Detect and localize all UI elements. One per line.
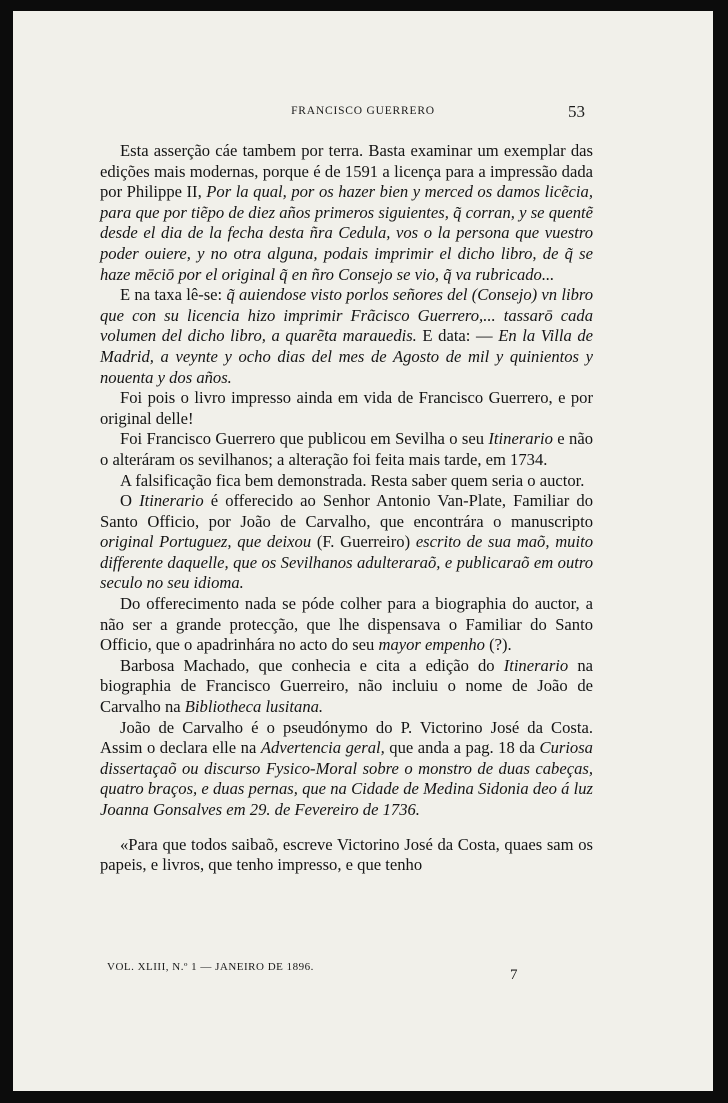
paragraph	[100, 656, 593, 718]
page-header	[13, 102, 713, 125]
text-run: (F. Guerreiro)	[311, 532, 416, 552]
text-run: Barbosa Machado, que conhecia e cita a edição do	[120, 655, 504, 675]
page-number: 53	[568, 102, 585, 121]
text-run: E data: —	[416, 326, 499, 346]
volume-line: VOL. XLIII, N.º 1 — JANEIRO DE 1896.	[107, 961, 314, 973]
italic-run: En la Villa de Madrid, a veynte y ocho dias del mes de Agosto de mil y quinientos y nouenta y dos años.	[100, 326, 593, 387]
text-run: A falsificação fica bem demonstrada. Resta saber quem seria o auctor.	[120, 470, 585, 490]
book-page	[13, 11, 713, 1091]
italic-run: original Portuguez, que deixou	[100, 532, 312, 552]
italic-run: mayor empenho	[378, 635, 485, 655]
italic-run: Itinerario	[503, 655, 569, 675]
text-run: João de Carvalho é o pseudónymo do P. Victorino José da Costa. Assim o declara elle na	[100, 717, 593, 758]
text-run: Foi Francisco Guerrero que publicou em Sevilha o seu	[120, 429, 489, 449]
page-footer	[107, 957, 557, 981]
italic-run: Itinerario	[139, 491, 204, 511]
paragraph	[100, 491, 593, 594]
text-run: é offerecido ao Senhor Antonio Van-Plate, Familiar do Santo Officio, por João de Carvalho, que encontrára o manuscripto	[100, 491, 593, 531]
italic-run: Bibliotheca lusitana.	[184, 697, 324, 717]
italic-run: Advertencia geral,	[260, 738, 385, 758]
text-run: (?).	[484, 635, 512, 655]
italic-run: escrito de sua maõ, muito differente daquelle, que os Sevilhanos adulteraraõ, e publicaraõ em outro seculo no seu idioma.	[100, 532, 593, 593]
italic-run: Por la qual, por os hazer bien y merced os damos licẽcia, para que por tiẽpo de diez años primeros siguientes, q̃ corran, y se quentẽ desde el dia de la fecha desta ñra Cedula, vos o la persona que vuestro poder ouiere, y no otra alguna, podais imprimir el dicho libro, de q̃ se haze mēciō por el original q̃ en ñro Consejo se vio, q̃ va rubricado...	[100, 182, 593, 284]
paragraph	[100, 285, 593, 388]
body-text	[100, 141, 593, 876]
text-run: O	[120, 491, 140, 511]
paragraph	[100, 388, 593, 429]
paragraph	[100, 141, 593, 285]
text-run: Esta asserção cáe tambem por terra. Basta examinar um exemplar das edições mais modernas, porque é de 1591 a licença para a impressão dada por Philippe II,	[100, 141, 593, 202]
text-run: na biographia de Francisco Guerreiro, não incluiu o nome de João de Carvalho na	[100, 655, 593, 717]
italic-run: Itinerario	[488, 429, 553, 449]
running-head: FRANCISCO GUERRERO	[291, 105, 435, 117]
text-run: que anda a pag. 18 da	[384, 738, 540, 758]
signature-mark: 7	[510, 967, 518, 983]
paragraph	[100, 429, 593, 470]
text-run: Do offerecimento nada se póde colher para a biographia do auctor, a não ser a grande protecção, que lhe dispensava o Familiar do Santo Officio, que o apadrinhára no acto do seu	[100, 594, 593, 655]
paragraph	[100, 835, 593, 876]
paragraph	[100, 718, 593, 821]
italic-run: Curiosa dissertaçaõ ou discurso Fysico-Moral sobre o monstro de duas cabeças, quatro braços, e duas pernas, que na Cidade de Medina Sidonia deo á luz Joanna Gonsalves em 29. de Fevereiro de 1736.	[100, 738, 593, 819]
italic-run: q̃ auiendose visto porlos señores del (Consejo) vn libro que con su licencia hizo imprimir Frãcisco Guerrero,... tassarō cada volumen del dicho libro, a quarẽta marauedis.	[100, 285, 594, 346]
text-run: Foi pois o livro impresso ainda em vida de Francisco Guerrero, e por original delle!	[100, 388, 593, 428]
paragraph	[100, 594, 593, 656]
text-run: e não o alteráram os sevilhanos; a alteração foi feita mais tarde, em 1734.	[100, 429, 594, 469]
paragraph	[100, 471, 593, 492]
text-run: E na taxa lê-se:	[120, 285, 227, 305]
text-run: «Para que todos saibaõ, escreve Victorino José da Costa, quaes sam os papeis, e livros, que tenho impresso, e que tenho	[100, 834, 593, 875]
